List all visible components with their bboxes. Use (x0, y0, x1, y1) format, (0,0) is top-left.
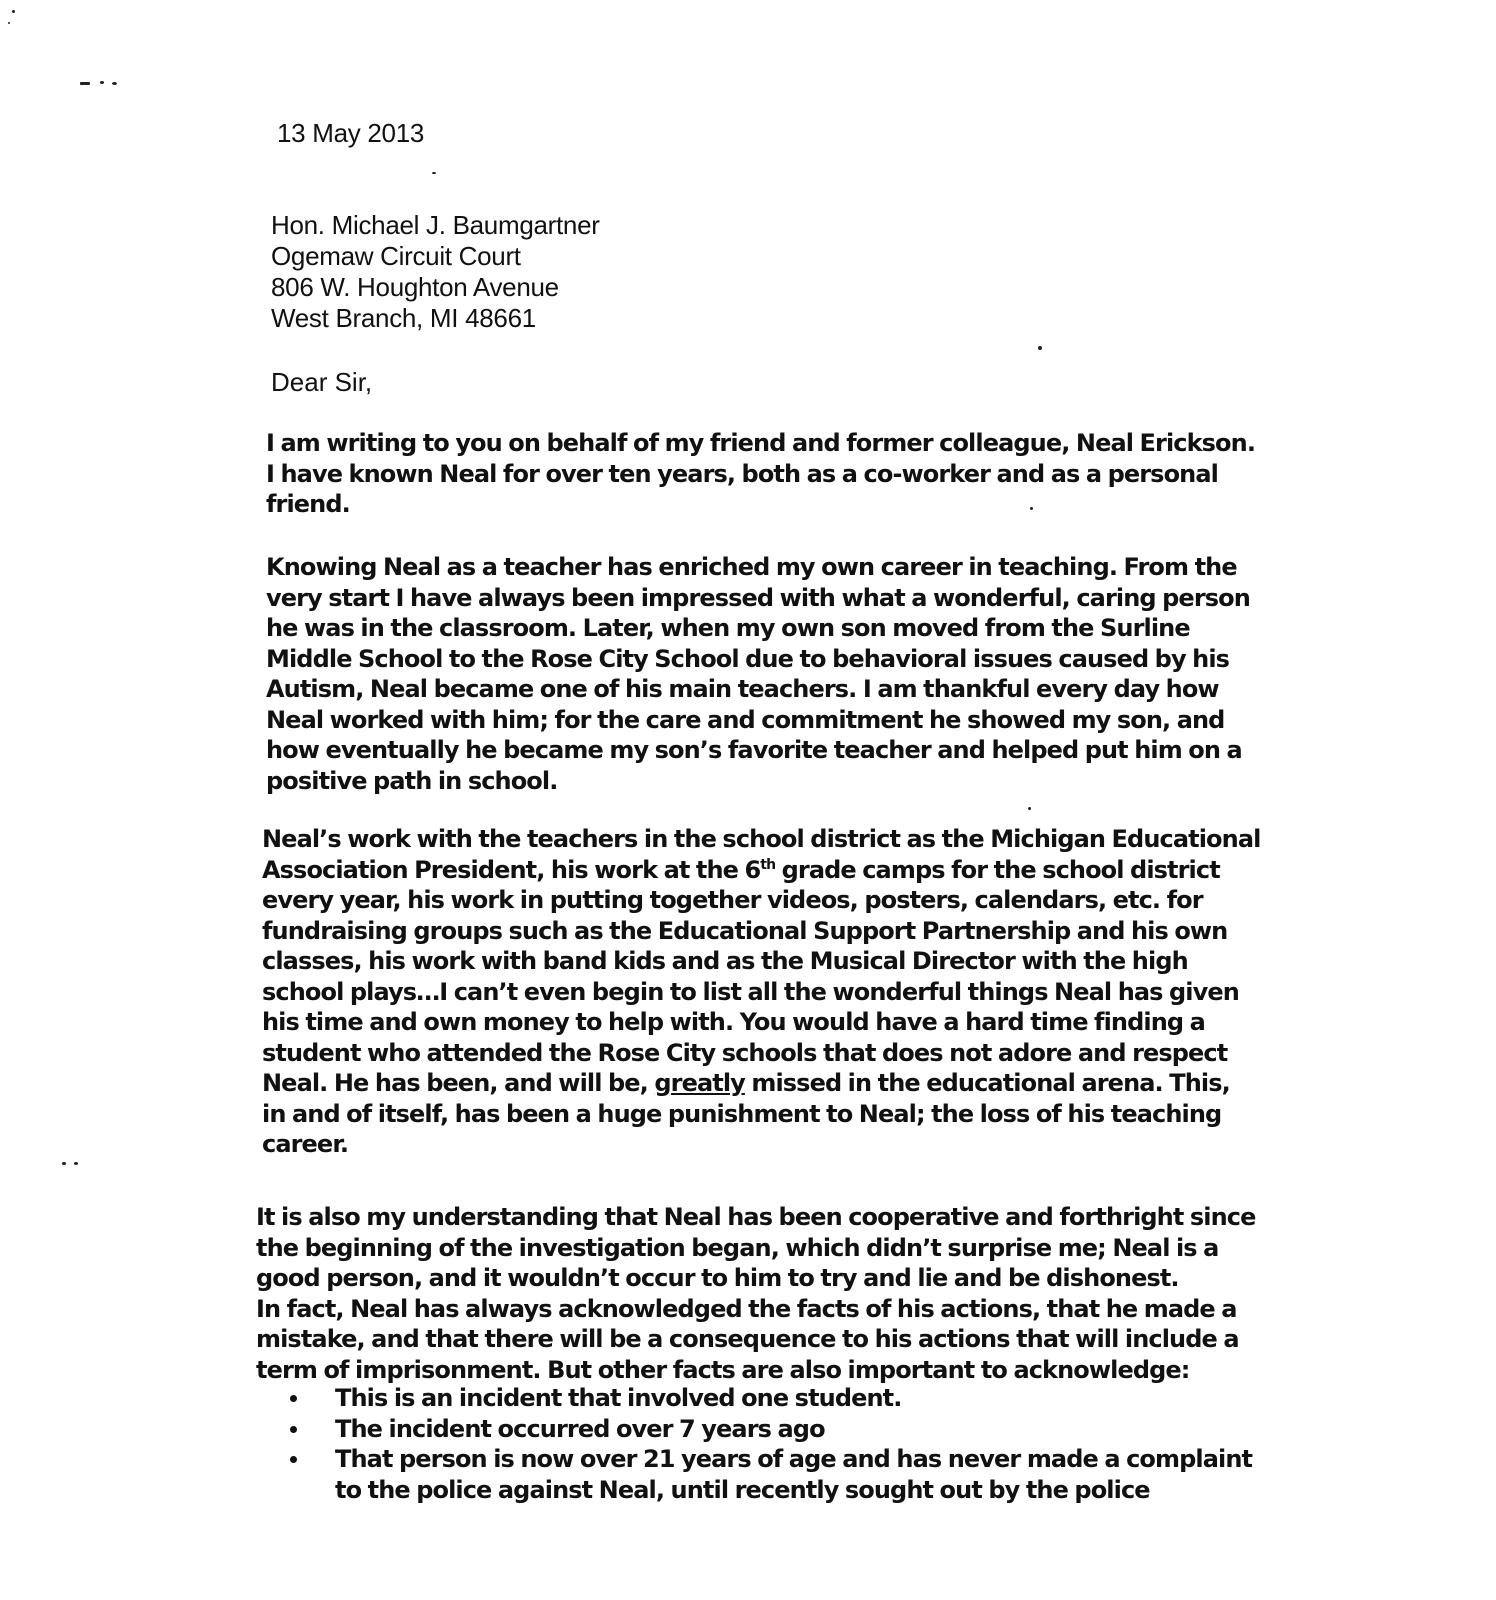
scan-speck (12, 10, 15, 13)
list-item-text: That person is now over 21 years of age and has never made a complaint (335, 1445, 1253, 1473)
recipient-address (271, 210, 600, 334)
text-line: positive path in school. (266, 766, 558, 795)
text-line: in and of itself, has been a huge punishment to Neal; the loss of his teaching (262, 1099, 1222, 1128)
scan-speck (62, 1162, 66, 1165)
text-line: classes, his work with band kids and as the Musical Director with the high (262, 947, 1188, 975)
paragraph-teaching (266, 552, 1250, 796)
underlined-word: greatly (654, 1069, 745, 1097)
paragraph-investigation (256, 1202, 1256, 1385)
text-line: school plays…I can’t even begin to list all the wonderful things Neal has given (262, 977, 1239, 1006)
text-line: his time and own money to help with. You would have a hard time finding a (262, 1008, 1205, 1036)
list-item-text: The incident occurred over 7 years ago (335, 1414, 825, 1443)
list-item-continuation (290, 1475, 1252, 1506)
scan-speck (432, 172, 436, 174)
list-item-text: This is an incident that involved one student. (335, 1384, 902, 1412)
scan-speck (100, 81, 104, 84)
superscript: th (760, 856, 776, 873)
scan-speck (1038, 346, 1042, 350)
text-line: I am writing to you on behalf of my friend and former colleague, Neal Erickson. (266, 429, 1256, 457)
text-line: career. (262, 1130, 349, 1158)
text-line: he was in the classroom. Later, when my own son moved from the Surline (266, 614, 1190, 642)
text-line: the beginning of the investigation began, which didn’t surprise me; Neal is a (256, 1233, 1219, 1262)
text-line: good person, and it wouldn’t occur to him to try and lie and be dishonest. (256, 1264, 1179, 1292)
text-line: every year, his work in putting together videos, posters, calendars, etc. for (262, 886, 1203, 914)
text-line: Neal worked with him; for the care and commitment he showed my son, and (266, 705, 1225, 734)
text-line: Autism, Neal became one of his main teachers. I am thankful every day how (266, 675, 1219, 703)
recipient-street: 806 W. Houghton Avenue (271, 272, 559, 302)
bullet-icon (290, 1395, 297, 1402)
text-line: Knowing Neal as a teacher has enriched my own career in teaching. From the (266, 553, 1237, 581)
list-item (290, 1444, 1252, 1475)
scan-speck (1028, 807, 1031, 810)
text-segment: Neal. He has been, and will be, (262, 1069, 655, 1097)
text-line: I have known Neal for over ten years, both as a co-worker and as a personal (266, 459, 1218, 488)
bullet-icon (290, 1426, 297, 1433)
facts-list (290, 1383, 1252, 1505)
scan-speck (8, 22, 10, 24)
text-segment: grade camps for the school district (775, 855, 1220, 884)
recipient-court: Ogemaw Circuit Court (271, 241, 521, 271)
text-line: It is also my understanding that Neal has been cooperative and forthright since (256, 1203, 1256, 1231)
text-line (262, 855, 1260, 886)
text-line (262, 1068, 1260, 1099)
text-line: In fact, Neal has always acknowledged the facts of his actions, that he made a (256, 1294, 1237, 1323)
text-line: Neal’s work with the teachers in the school district as the Michigan Educational (262, 825, 1261, 853)
text-line: term of imprisonment. But other facts are also important to acknowledge: (256, 1355, 1190, 1384)
text-line: fundraising groups such as the Educational Support Partnership and his own (262, 916, 1228, 945)
recipient-name: Hon. Michael J. Baumgartner (271, 210, 600, 240)
list-item (290, 1414, 1252, 1445)
salutation: Dear Sir, (271, 367, 373, 397)
recipient-city: West Branch, MI 48661 (271, 303, 536, 333)
letter-date: 13 May 2013 (277, 118, 425, 148)
text-segment: Association President, his work at the 6 (262, 855, 761, 884)
paragraph-intro (266, 428, 1255, 520)
text-line: mistake, and that there will be a consequence to his actions that will include a (256, 1325, 1239, 1353)
text-line: Middle School to the Rose City School due to behavioral issues caused by his (266, 644, 1230, 673)
scan-speck (80, 82, 90, 85)
scan-speck (112, 82, 117, 85)
text-line: student who attended the Rose City schools that does not adore and respect (262, 1038, 1228, 1067)
list-item (290, 1383, 1252, 1414)
text-segment: missed in the educational arena. This, (744, 1069, 1230, 1097)
scan-speck (74, 1162, 78, 1165)
text-line: very start I have always been impressed with what a wonderful, caring person (266, 583, 1250, 612)
text-line: friend. (266, 490, 350, 518)
list-item-text: to the police against Neal, until recently sought out by the police (335, 1475, 1150, 1504)
bullet-icon (290, 1456, 297, 1463)
paragraph-work (262, 824, 1260, 1160)
text-line: how eventually he became my son’s favorite teacher and helped put him on a (266, 736, 1242, 764)
